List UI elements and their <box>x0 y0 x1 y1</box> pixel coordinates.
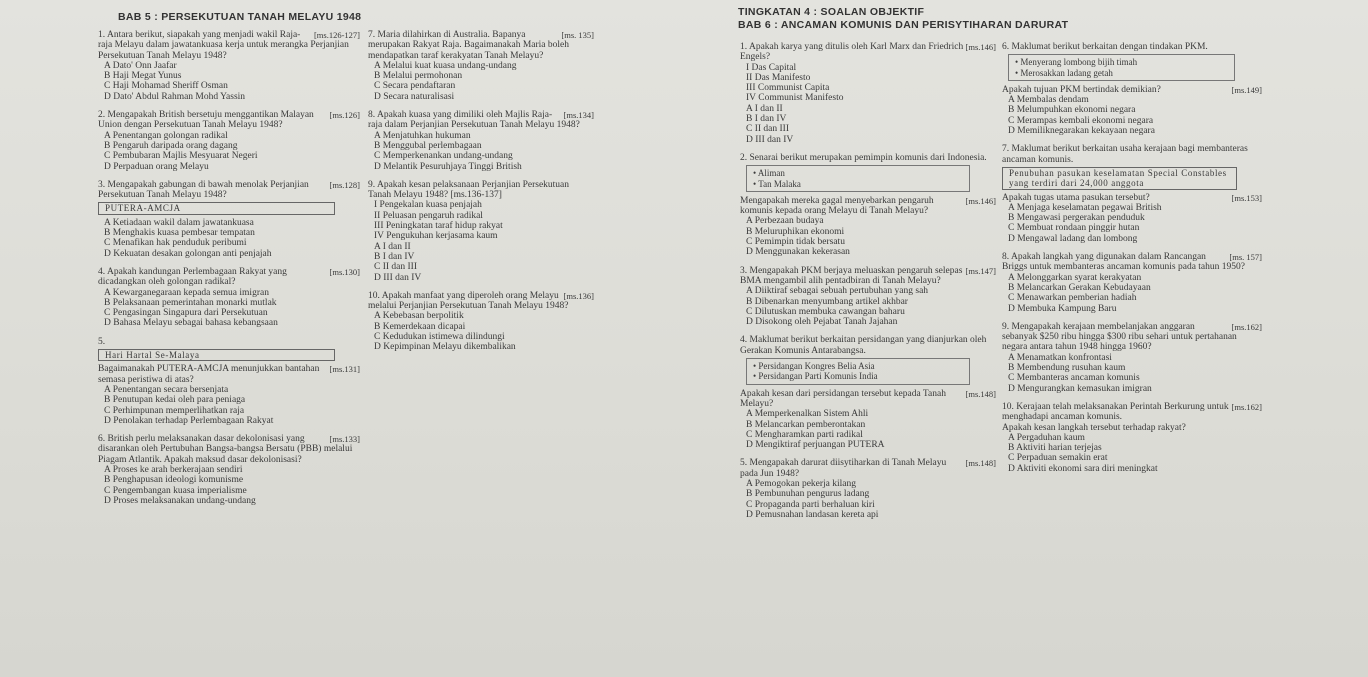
answer-option: C Menafikan hak penduduk peribumi <box>104 238 247 249</box>
bullet-item: • Menyerang lombong bijih timah <box>1015 57 1228 67</box>
answer-option: A Dato' Onn Jaafar <box>104 60 177 71</box>
info-box-text: Penubuhan pasukan keselamatan Special Constables yang terdiri dari 24,000 anggota <box>1009 167 1227 189</box>
answer-option: D Mengawal ladang dan lombong <box>1008 233 1138 244</box>
question-stem: [ms.130] 4. Apakah kandungan Perlembagaan Rakyat yang dicadangkan oleh golongan radikal? <box>98 266 360 288</box>
question-block <box>98 337 360 426</box>
right-column-2 <box>1002 42 1262 482</box>
question-stem: [ms.146] 1. Apakah karya yang ditulis oleh Karl Marx dan Friedrich Engels? <box>740 42 996 63</box>
bullet-box <box>1008 54 1235 81</box>
page-reference: [ms. 135] <box>561 30 594 40</box>
page-reference: [ms.126] <box>329 110 360 121</box>
answer-option: C Perhimpunan memperlihatkan raja <box>104 405 245 416</box>
answer-option: D Kekuatan desakan golongan anti penjajah <box>104 248 272 259</box>
question-stem-continued: [ms.131] Bagaimanakah PUTERA-AMCJA menunjukkan bantahan semasa peristiwa di atas? <box>98 364 360 385</box>
answer-option: A Menjatuhkan hukuman <box>374 130 471 141</box>
answer-option: II Das Manifesto <box>746 72 811 83</box>
question-stem: [ms.128] 3. Mengapakah gabungan di bawah menolak Perjanjian Persekutuan Tanah Melayu 1948? <box>98 179 360 201</box>
answer-option: A I dan II <box>374 241 411 252</box>
bullet-item: • Persidangan Kongres Belia Asia <box>753 361 963 371</box>
question-stem: [ms. 135] 7. Maria dilahirkan di Australia. Bapanya merupakan Rakyat Raja. Bagaimanakah Maria boleh mendapatkan taraf kerakyatan Tanah Melayu? <box>368 30 594 61</box>
answer-option: A Menamatkan konfrontasi <box>1008 352 1112 363</box>
page-reference: [ms.134] <box>563 110 594 121</box>
question-stem: [ms.136] 10. Apakah manfaat yang diperoleh orang Melayu melalui Perjanjian Persekutuan Tanah Melayu 1948? <box>368 290 594 312</box>
page-reference: [ms.148] <box>965 388 996 399</box>
question-stem: [ms.126] 2. Mengapakah British bersetuju menggantikan Malayan Union dengan Persekutuan Tanah Melayu 1948? <box>98 110 360 131</box>
page-reference: [ms.130] <box>329 266 360 277</box>
page-reference: [ms.162] <box>1231 321 1262 332</box>
answer-option: A Kebebasan berpolitik <box>374 311 464 322</box>
answer-option: B Melancarkan pemberontakan <box>746 419 866 430</box>
question-stem: [ms.148] 5. Mengapakah darurat diisytiharkan di Tanah Melayu pada Jun 1948? <box>740 458 996 479</box>
info-box <box>98 202 335 214</box>
info-box <box>98 349 335 361</box>
info-box <box>1002 167 1237 190</box>
answer-option: D Bahasa Melayu sebagai bahasa kebangsaan <box>104 318 278 329</box>
answer-option: B I dan IV <box>746 114 787 125</box>
question-block <box>1002 144 1262 244</box>
question-block <box>1002 42 1262 136</box>
question-stem: [ms.126-127] 1. Antara berikut, siapakah yang menjadi wakil Raja-raja Melayu dalam jawatankuasa kerja untuk merangka Perjanjian Persekutuan Tanah Melayu 1948? <box>98 30 360 61</box>
answer-option: D Pemusnahan landasan kereta api <box>746 509 879 520</box>
question-block <box>98 180 360 259</box>
question-stem-continued: Apakah kesan langkah tersebut terhadap rakyat? <box>1002 422 1186 433</box>
answer-option: C Merampas kembali ekonomi negara <box>1008 115 1154 126</box>
page-reference: [ms.126-127] <box>313 30 360 40</box>
answer-option: D III dan IV <box>746 134 794 145</box>
answer-option: B Penutupan kedai oleh para peniaga <box>104 395 246 406</box>
answer-option: C Perpaduan semakin erat <box>1008 453 1108 464</box>
bullet-item: • Persidangan Parti Komunis India <box>753 371 963 381</box>
answer-option: C Dilutuskan membuka cawangan baharu <box>746 306 905 317</box>
answer-option: D Mengurangkan kemasukan imigran <box>1008 383 1152 394</box>
bullet-item: • Aliman <box>753 168 963 178</box>
answer-option: B I dan IV <box>374 251 415 262</box>
answer-option: III Communist Capita <box>746 83 830 94</box>
answer-option: A Pemogokan pekerja kilang <box>746 478 857 489</box>
page-reference: [ms.133] <box>329 434 360 445</box>
answer-option: B Mengawasi pergerakan penduduk <box>1008 213 1145 224</box>
bullet-box <box>746 358 970 385</box>
question-stem: [ms.162] 9. Mengapakah kerajaan membelanjakan anggaran sebanyak $250 ribu hingga $300 ribu sehari untuk pertahanan negara antara tahun 1948 hingga 1960? <box>1002 321 1262 353</box>
question-stem: 2. Senarai berikut merupakan pemimpin komunis dari Indonesia. <box>740 152 987 163</box>
answer-option: A Kewarganegaraan kepada semua imigran <box>104 287 269 298</box>
answer-option: D Mengiktiraf perjuangan PUTERA <box>746 440 885 451</box>
question-stem: 4. Maklumat berikut berkaitan persidangan yang dianjurkan oleh Gerakan Komunis Antarabangsa. <box>740 335 989 356</box>
answer-option: B Aktiviti harian terjejas <box>1008 443 1102 454</box>
answer-option: C Menawarkan pemberian hadiah <box>1008 293 1137 304</box>
bullet-item: • Merosakkan ladang getah <box>1015 68 1228 78</box>
answer-option: IV Pengukuhan kerjasama kaum <box>374 231 498 242</box>
answer-option: C Pengasingan Singapura dari Persekutuan <box>104 308 268 319</box>
question-block <box>98 30 360 102</box>
answer-option: C Secara pendaftaran <box>374 81 456 92</box>
answer-option: IV Communist Manifesto <box>746 93 844 104</box>
answer-option: I Pengekalan kuasa penjajah <box>374 200 482 211</box>
question-block <box>368 30 594 102</box>
answer-option: B Membendung rusuhan kaum <box>1008 363 1126 374</box>
answer-option: A Proses ke arah berkerajaan sendiri <box>104 464 243 475</box>
page-reference: [ms.153] <box>1231 192 1262 203</box>
question-stem-continued: [ms.153] Apakah tugas utama pasukan tersebut? <box>1002 192 1262 203</box>
answer-option: D Penolakan terhadap Perlembagaan Rakyat <box>104 415 274 426</box>
left-column-2 <box>368 30 594 361</box>
answer-option: B Penghapusan ideologi komunisme <box>104 475 244 486</box>
answer-option: D Disokong oleh Pejabat Tanah Jajahan <box>746 317 898 328</box>
answer-option: C II dan III <box>374 262 417 273</box>
answer-option: D Perpaduan orang Melayu <box>104 161 209 172</box>
answer-option: I Das Capital <box>746 62 797 73</box>
question-stem-continued: [ms.148] Apakah kesan dari persidangan tersebut kepada Tanah Melayu? <box>740 388 996 409</box>
answer-option: A Melonggarkan syarat kerakyatan <box>1008 272 1142 283</box>
question-block <box>368 110 594 172</box>
left-column-1 <box>98 30 360 514</box>
answer-option: D Kepimpinan Melayu dikembalikan <box>374 342 516 353</box>
answer-option: B Pembunuhan pengurus ladang <box>746 489 870 500</box>
answer-option: A Diiktiraf sebagai sebuah pertubuhan yang sah <box>746 286 929 297</box>
question-block <box>740 335 996 450</box>
bullet-box <box>746 165 970 192</box>
right-chapter-header: BAB 6 : ANCAMAN KOMUNIS DAN PERISYTIHARAN DARURAT <box>738 19 1069 31</box>
answer-option: D Proses melaksanakan undang-undang <box>104 495 256 506</box>
answer-option: D Aktiviti ekonomi sara diri meningkat <box>1008 463 1158 474</box>
page-reference: [ms.149] <box>1231 84 1262 95</box>
question-stem: 5. <box>98 336 106 347</box>
answer-option: D Menggunakan kekerasan <box>746 247 850 258</box>
question-stem: [ms.162] 10. Kerajaan telah melaksanakan Perintah Berkurung untuk menghadapi ancaman komunis. <box>1002 401 1262 423</box>
answer-option: II Peluasan pengaruh radikal <box>374 210 483 221</box>
right-page <box>684 0 1368 677</box>
answer-option: B Pengaruh daripada orang dagang <box>104 140 238 151</box>
question-block <box>740 153 996 258</box>
page-reference: [ms.131] <box>329 364 360 375</box>
answer-option: B Menghakis kuasa pembesar tempatan <box>104 228 255 239</box>
question-stem: [ms.133] 6. British perlu melaksanakan dasar dekolonisasi yang disarankan oleh Pertubuhan Bangsa-bangsa Bersatu (PBB) melalui Piagam Atlantik. Apakah maksud dasar dekolonisasi? <box>98 434 360 465</box>
answer-option: B Dibenarkan menyumbang artikel akhbar <box>746 296 908 307</box>
question-stem: [ms.147] 3. Mengapakah PKM berjaya meluaskan pengaruh selepas BMA mengambil alih pentadbiran di Tanah Melayu? <box>740 265 996 286</box>
answer-option: B Meluruphikan ekonomi <box>746 226 845 237</box>
question-block <box>98 267 360 329</box>
answer-option: C II dan III <box>746 124 789 135</box>
answer-option: D III dan IV <box>374 272 422 283</box>
question-stem-continued: [ms.146] Mengapakah mereka gagal menyebarkan pengaruh komunis kepada orang Melayu di Tanah Melayu? <box>740 195 996 217</box>
question-stem: [ms.134] 8. Apakah kuasa yang dimiliki oleh Majlis Raja-raja dalam Perjanjian Persekutuan Tanah Melayu 1948? <box>368 110 594 131</box>
question-stem: [ms. 157] 8. Apakah langkah yang digunakan dalam Rancangan Briggs untuk membanteras ancaman komunis pada tahun 1950? <box>1002 252 1262 273</box>
answer-option: B Melancarkan Gerakan Kebudayaan <box>1008 282 1151 293</box>
answer-option: C Mengharamkan parti radikal <box>746 429 863 440</box>
answer-option: D Secara naturalisasi <box>374 91 455 102</box>
question-stem: 9. Apakah kesan pelaksanaan Perjanjian Persekutuan Tanah Melayu 1948? [ms.136-137] <box>368 179 572 201</box>
answer-option: A Pergaduhan kaum <box>1008 432 1085 443</box>
answer-option: D Memiliknegarakan kekayaan negara <box>1008 126 1155 137</box>
answer-option: B Melumpuhkan ekonomi negara <box>1008 105 1136 116</box>
page-reference: [ms.162] <box>1231 401 1262 412</box>
question-stem-continued: [ms.149] Apakah tujuan PKM bertindak demikian? <box>1002 84 1262 95</box>
question-block <box>98 434 360 506</box>
info-box-text: Hari Hartal Se-Malaya <box>105 350 200 361</box>
answer-option: A Perbezaan budaya <box>746 216 824 227</box>
question-block <box>1002 402 1262 474</box>
bullet-item: • Tan Malaka <box>753 179 963 189</box>
answer-option: C Pembubaran Majlis Mesyuarat Negeri <box>104 151 258 162</box>
left-chapter-header: BAB 5 : PERSEKUTUAN TANAH MELAYU 1948 <box>118 11 362 23</box>
page-reference: [ms.128] <box>329 179 360 190</box>
page-reference: [ms.146] <box>965 42 996 52</box>
answer-option: C Haji Mohamad Sheriff Osman <box>104 81 228 92</box>
page-reference: [ms.136] <box>563 290 594 301</box>
question-block <box>740 266 996 328</box>
info-box-text: PUTERA-AMCJA <box>105 203 181 214</box>
answer-option: D Membuka Kampung Baru <box>1008 303 1117 314</box>
answer-option: C Membanteras ancaman komunis <box>1008 373 1140 384</box>
answer-option: C Membuat rondaan pinggir hutan <box>1008 223 1140 234</box>
answer-option: A I dan II <box>746 103 783 114</box>
answer-option: A Membalas dendam <box>1008 95 1089 106</box>
question-block <box>98 110 360 172</box>
answer-option: C Pengembangan kuasa imperialisme <box>104 485 247 496</box>
right-form-header: TINGKATAN 4 : SOALAN OBJEKTIF <box>738 6 925 18</box>
answer-option: D Melantik Pesuruhjaya Tinggi British <box>374 161 522 172</box>
answer-option: A Ketiadaan wakil dalam jawatankuasa <box>104 217 254 228</box>
answer-option: A Memperkenalkan Sistem Ahli <box>746 409 869 420</box>
page-reference: [ms.148] <box>965 458 996 469</box>
page-reference: [ms.146] <box>965 195 996 206</box>
answer-option: A Penentangan secara bersenjata <box>104 384 229 395</box>
answer-option: B Haji Megat Yunus <box>104 71 182 82</box>
answer-option: B Melalui permohonan <box>374 71 463 82</box>
answer-option: C Kedudukan istimewa dilindungi <box>374 332 505 343</box>
answer-option: III Peningkatan taraf hidup rakyat <box>374 221 503 232</box>
page-reference: [ms.147] <box>965 265 996 276</box>
answer-option: A Penentangan golongan radikal <box>104 130 228 141</box>
question-block <box>1002 322 1262 394</box>
answer-option: A Melalui kuat kuasa undang-undang <box>374 60 517 71</box>
question-stem: 6. Maklumat berikut berkaitan dengan tindakan PKM. <box>1002 42 1208 52</box>
question-block <box>740 458 996 520</box>
answer-option: A Menjaga keselamatan pegawai British <box>1008 202 1162 213</box>
question-block <box>740 42 996 145</box>
question-block <box>368 180 594 283</box>
question-block <box>368 291 594 353</box>
question-block <box>1002 252 1262 314</box>
answer-option: C Pemimpin tidak bersatu <box>746 237 845 248</box>
answer-option: B Menggubal perlembagaan <box>374 140 482 151</box>
answer-option: C Memperkenankan undang-undang <box>374 151 513 162</box>
answer-option: B Pelaksanaan pemerintahan monarki mutlak <box>104 297 277 308</box>
answer-option: D Dato' Abdul Rahman Mohd Yassin <box>104 91 246 102</box>
answer-option: B Kemerdekaan dicapai <box>374 321 466 332</box>
answer-option: C Propaganda parti berhaluan kiri <box>746 499 875 510</box>
right-column-1 <box>740 42 996 528</box>
page-reference: [ms. 157] <box>1229 252 1262 263</box>
question-stem: 7. Maklumat berikut berkaitan usaha kerajaan bagi membanteras ancaman komunis. <box>1002 144 1251 165</box>
